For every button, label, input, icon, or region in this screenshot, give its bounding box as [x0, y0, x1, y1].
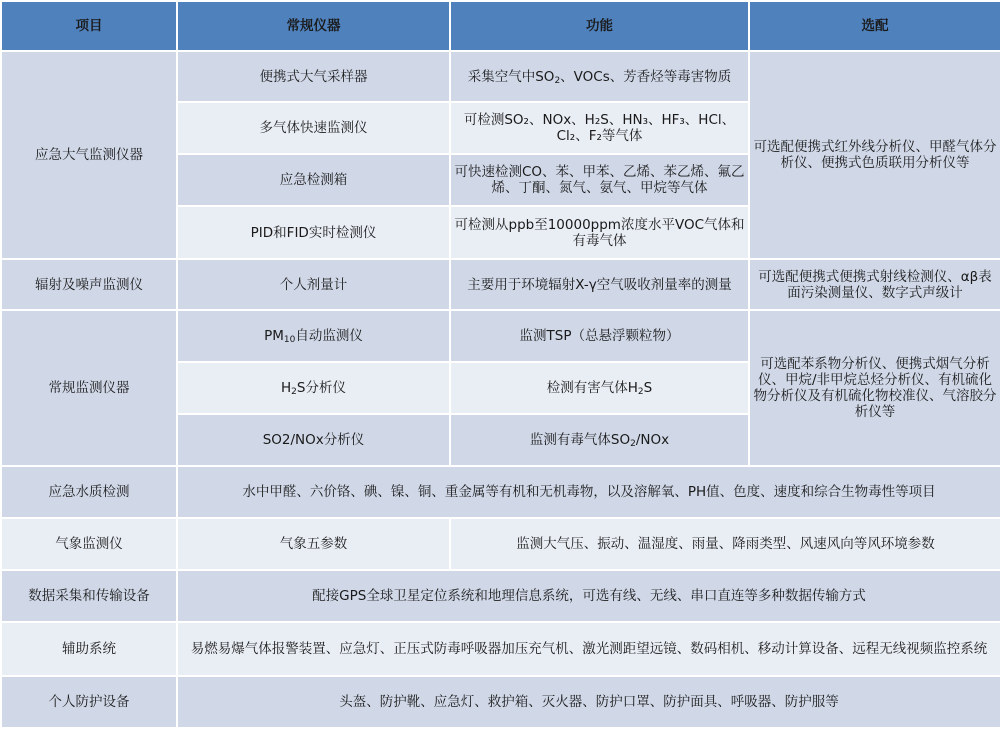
instrument-cell: 应急检测箱 [178, 155, 449, 205]
category-data: 数据采集和传输设备 [2, 571, 176, 621]
data-desc: 配接GPS全球卫星定位系统和地理信息系统，可选有线、无线、串口直连等多种数据传输方式 [178, 571, 1000, 621]
table-row [2, 467, 1000, 517]
table-row [2, 311, 1000, 361]
header-row [2, 2, 1000, 50]
instrument-cell: 气象五参数 [178, 519, 449, 569]
instrument-cell: 便携式大气采样器 [178, 52, 449, 101]
table-row [2, 519, 1000, 569]
instrument-cell: $H_2S$分析仪 [178, 363, 449, 413]
table-row [2, 571, 1000, 621]
function-cell: 可检测SO₂、NOx、H₂S、HN₃、HF₃、HCl、Cl₂、F₂等气体 [451, 103, 748, 153]
function-cell: 采集空气中$SO_2$、VOCs、芳香烃等毒害物质 [451, 52, 748, 101]
aux-desc: 易燃易爆气体报警装置、应急灯、正压式防毒呼吸器加压充气机、激光测距望远镜、数码相机、移动计算设备、远程无线视频监控系统 [178, 623, 1000, 675]
option-radiation: 可选配便携式便携式射线检测仪、αβ表面污染测量仪、数字式声级计 [750, 260, 1000, 309]
option-routine: 可选配苯系物分析仪、便携式烟气分析仪、甲烷/非甲烷总烃分析仪、有机硫化物分析仪及有机硫化物校准仪、气溶胶分析仪等 [750, 311, 1000, 465]
header-function: 功能 [451, 2, 748, 50]
category-ppe: 个人防护设备 [2, 677, 176, 727]
instrument-cell: 个人剂量计 [178, 260, 449, 309]
instrument-cell: $PM_{10}$自动监测仪 [178, 311, 449, 361]
instrument-cell: 多气体快速监测仪 [178, 103, 449, 153]
option-air: 可选配便携式红外线分析仪、甲醛气体分析仪、便携式色质联用分析仪等 [750, 52, 1000, 258]
function-cell: 监测TSP（总悬浮颗粒物） [451, 311, 748, 361]
function-cell: 监测有毒气体$SO_2$/NOx [451, 415, 748, 465]
header-instrument: 常规仪器 [178, 2, 449, 50]
category-aux: 辅助系统 [2, 623, 176, 675]
category-air: 应急大气监测仪器 [2, 52, 176, 258]
table-row [2, 260, 1000, 309]
ppe-desc: 头盔、防护靴、应急灯、救护箱、灭火器、防护口罩、防护面具、呼吸器、防护服等 [178, 677, 1000, 727]
function-cell: 主要用于环境辐射X-γ空气吸收剂量率的测量 [451, 260, 748, 309]
function-cell: 可快速检测CO、苯、甲苯、乙烯、苯乙烯、氟乙烯、丁酮、氮气、氨气、甲烷等气体 [451, 155, 748, 205]
water-desc: 水中甲醛、六价铬、碘、镍、铜、重金属等有机和无机毒物，以及溶解氧、PH值、色度、速度和综合生物毒性等项目 [178, 467, 1000, 517]
table-row [2, 623, 1000, 675]
header-option: 选配 [750, 2, 1000, 50]
category-radiation: 辐射及噪声监测仪 [2, 260, 176, 309]
instrument-cell: PID和FID实时检测仪 [178, 207, 449, 258]
table-row [2, 52, 1000, 101]
category-weather: 气象监测仪 [2, 519, 176, 569]
function-cell: 检测有害气体$H_2S$ [451, 363, 748, 413]
header-project: 项目 [2, 2, 176, 50]
category-routine: 常规监测仪器 [2, 311, 176, 465]
function-cell: 可检测从ppb至10000ppm浓度水平VOC气体和有毒气体 [451, 207, 748, 258]
category-water: 应急水质检测 [2, 467, 176, 517]
table-row [2, 677, 1000, 727]
instrument-cell: SO2/NOx分析仪 [178, 415, 449, 465]
weather-desc: 监测大气压、振动、温湿度、雨量、降雨类型、风速风向等风环境参数 [451, 519, 1000, 569]
